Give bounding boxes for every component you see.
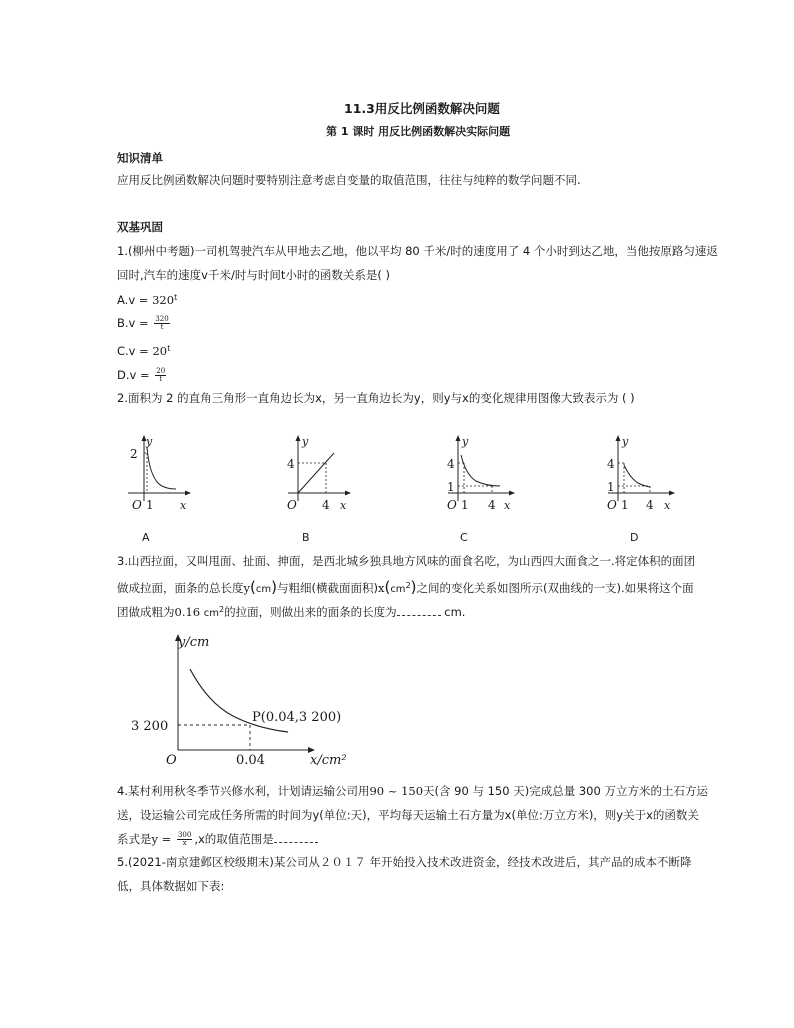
- q2-b-xtick: 4: [322, 498, 330, 512]
- q2-label-c: C: [460, 531, 468, 544]
- q1-option-d-eq: =: [139, 368, 150, 382]
- q2-b-ylabel: y: [302, 435, 309, 448]
- practice-heading: 双基巩固: [117, 220, 163, 234]
- q2-c-origin: O: [447, 498, 457, 512]
- q1-option-b: [117, 316, 172, 331]
- q2-graph-c: [440, 433, 520, 515]
- q2-label-d: D: [630, 531, 639, 544]
- q2-d-xtick2: 4: [646, 498, 654, 512]
- page-subtitle: 第 1 课时 用反比例函数解决实际问题: [326, 125, 511, 138]
- q2-c-xlabel: x: [504, 499, 511, 512]
- knowledge-heading: 知识清单: [117, 151, 163, 165]
- q2-a-origin: O: [132, 498, 142, 512]
- q2-c-ytick2: 1: [447, 480, 455, 494]
- q2-text: 2.面积为 2 的直角三角形一直角边长为x，另一直角边长为y，则y与x的变化规律用图像大致表示为 ( ): [117, 391, 635, 405]
- q1-option-b-fraction: $\frac{320}{t}$: [155, 315, 169, 331]
- q2-d-ytick2: 1: [607, 480, 615, 494]
- q5-line2: 低，具体数据如下表:: [117, 879, 225, 893]
- q1-option-c: [117, 345, 170, 358]
- q1-line2: 回时,汽车的速度v千米/时与时间t小时的函数关系是( ): [117, 268, 390, 282]
- q1-option-c-prefix: C.v: [117, 344, 136, 358]
- q2-d-xlabel: x: [664, 499, 671, 512]
- q4-line2: 送，设运输公司完成任务所需的时间为y(单位:天)，平均每天运输土石方量为x(单位:万立方米)，则y关于x的函数关: [117, 808, 699, 822]
- q3-line1: 3.山西拉面，又叫甩面、扯面、抻面，是西北城乡独具地方风味的面食名吃，为山西四大面食之一.将定体积的面团: [117, 554, 696, 568]
- q2-b-ytick: 4: [287, 457, 295, 471]
- q2-graph-a: [118, 433, 198, 515]
- q2-b-origin: O: [287, 498, 297, 512]
- q2-a-xtick: 1: [146, 498, 154, 512]
- q1-option-c-expr: = 20: [139, 344, 168, 358]
- q4-line1: 4.某村利用秋冬季节兴修水利，计划请运输公司用90 ~ 150天(含 90 与 150 天)完成总量 300 万立方米的土石方运: [117, 784, 708, 798]
- q2-label-a: A: [142, 531, 150, 544]
- q3-graph-origin: O: [166, 753, 177, 768]
- q3-graph-ytick: 3 200: [131, 719, 169, 734]
- q2-a-xlabel: x: [180, 499, 187, 512]
- q2-label-b: B: [302, 531, 310, 544]
- q1-option-d: [117, 368, 168, 383]
- q1-option-a-expr: = 320: [138, 293, 175, 307]
- q1-option-a-prefix: A.v: [117, 293, 136, 307]
- q1-option-b-eq: =: [139, 316, 149, 330]
- q3-graph-ylabel: y/cm: [178, 635, 210, 650]
- q2-d-ytick1: 4: [607, 457, 615, 471]
- q3-graph-xlabel: x/cm²: [310, 753, 347, 768]
- q2-c-xtick2: 4: [488, 498, 496, 512]
- q1-option-b-prefix: B.v: [117, 316, 136, 330]
- q3-graph-point-label: P(0.04,3 200): [252, 710, 342, 725]
- q1-option-d-fraction: $\frac{20}{t}$: [156, 367, 166, 383]
- q2-graph-b: [278, 433, 358, 515]
- q2-a-ytick: 2: [130, 447, 138, 461]
- q2-d-ylabel: y: [622, 435, 629, 448]
- q3-line2: 做成拉面，面条的总长度y(cm)与粗细(横截面面积)$x(cm^2)$之间的变化关系如图所示(双曲线的一支).如果将这个面: [117, 578, 694, 596]
- q5-line1: 5.(2021-南京建邺区校级期末)某公司从２０１７ 年开始投入技术改进资金，经技术改进后，其产品的成本不断降: [117, 855, 692, 869]
- q4-fraction: $\frac{300}{x}$: [177, 831, 192, 847]
- q3-line3: 团做成粗为0.16 $cm^2$的拉面，则做出来的面条的长度为 cm.: [117, 605, 466, 619]
- q1-line1: 1.(柳州中考题)一司机驾驶汽车从甲地去乙地，他以平均 80 千米/时的速度用了 4 个小时到达乙地，当他按原路匀速返: [117, 244, 718, 258]
- q2-d-origin: O: [607, 498, 617, 512]
- q2-c-ytick1: 4: [447, 457, 455, 471]
- q3-graph-xtick: 0.04: [236, 753, 265, 768]
- q2-c-xtick1: 1: [461, 498, 469, 512]
- q2-c-ylabel: y: [462, 435, 469, 448]
- knowledge-text: 应用反比例函数解决问题时要特别注意考虑自变量的取值范围，往往与纯粹的数学问题不同.: [117, 173, 581, 187]
- q1-option-a-sup: t: [174, 293, 178, 302]
- q2-d-xtick1: 1: [621, 498, 629, 512]
- q1-option-d-prefix: D.v: [117, 368, 137, 382]
- q2-graph-d: [600, 433, 680, 515]
- q2-a-ylabel: y: [146, 435, 153, 448]
- q1-option-a: [117, 294, 177, 307]
- q4-line3: 系式是y = $\frac{300}{x}$ ,x的取值范围是: [117, 832, 318, 847]
- q3-graph: [128, 628, 368, 768]
- q3-answer-blank[interactable]: [397, 614, 441, 616]
- q1-option-c-sup: t: [167, 344, 171, 353]
- page-title: 11.3用反比例函数解决问题: [344, 101, 500, 116]
- q2-b-xlabel: x: [340, 499, 347, 512]
- q4-answer-blank[interactable]: [274, 841, 318, 843]
